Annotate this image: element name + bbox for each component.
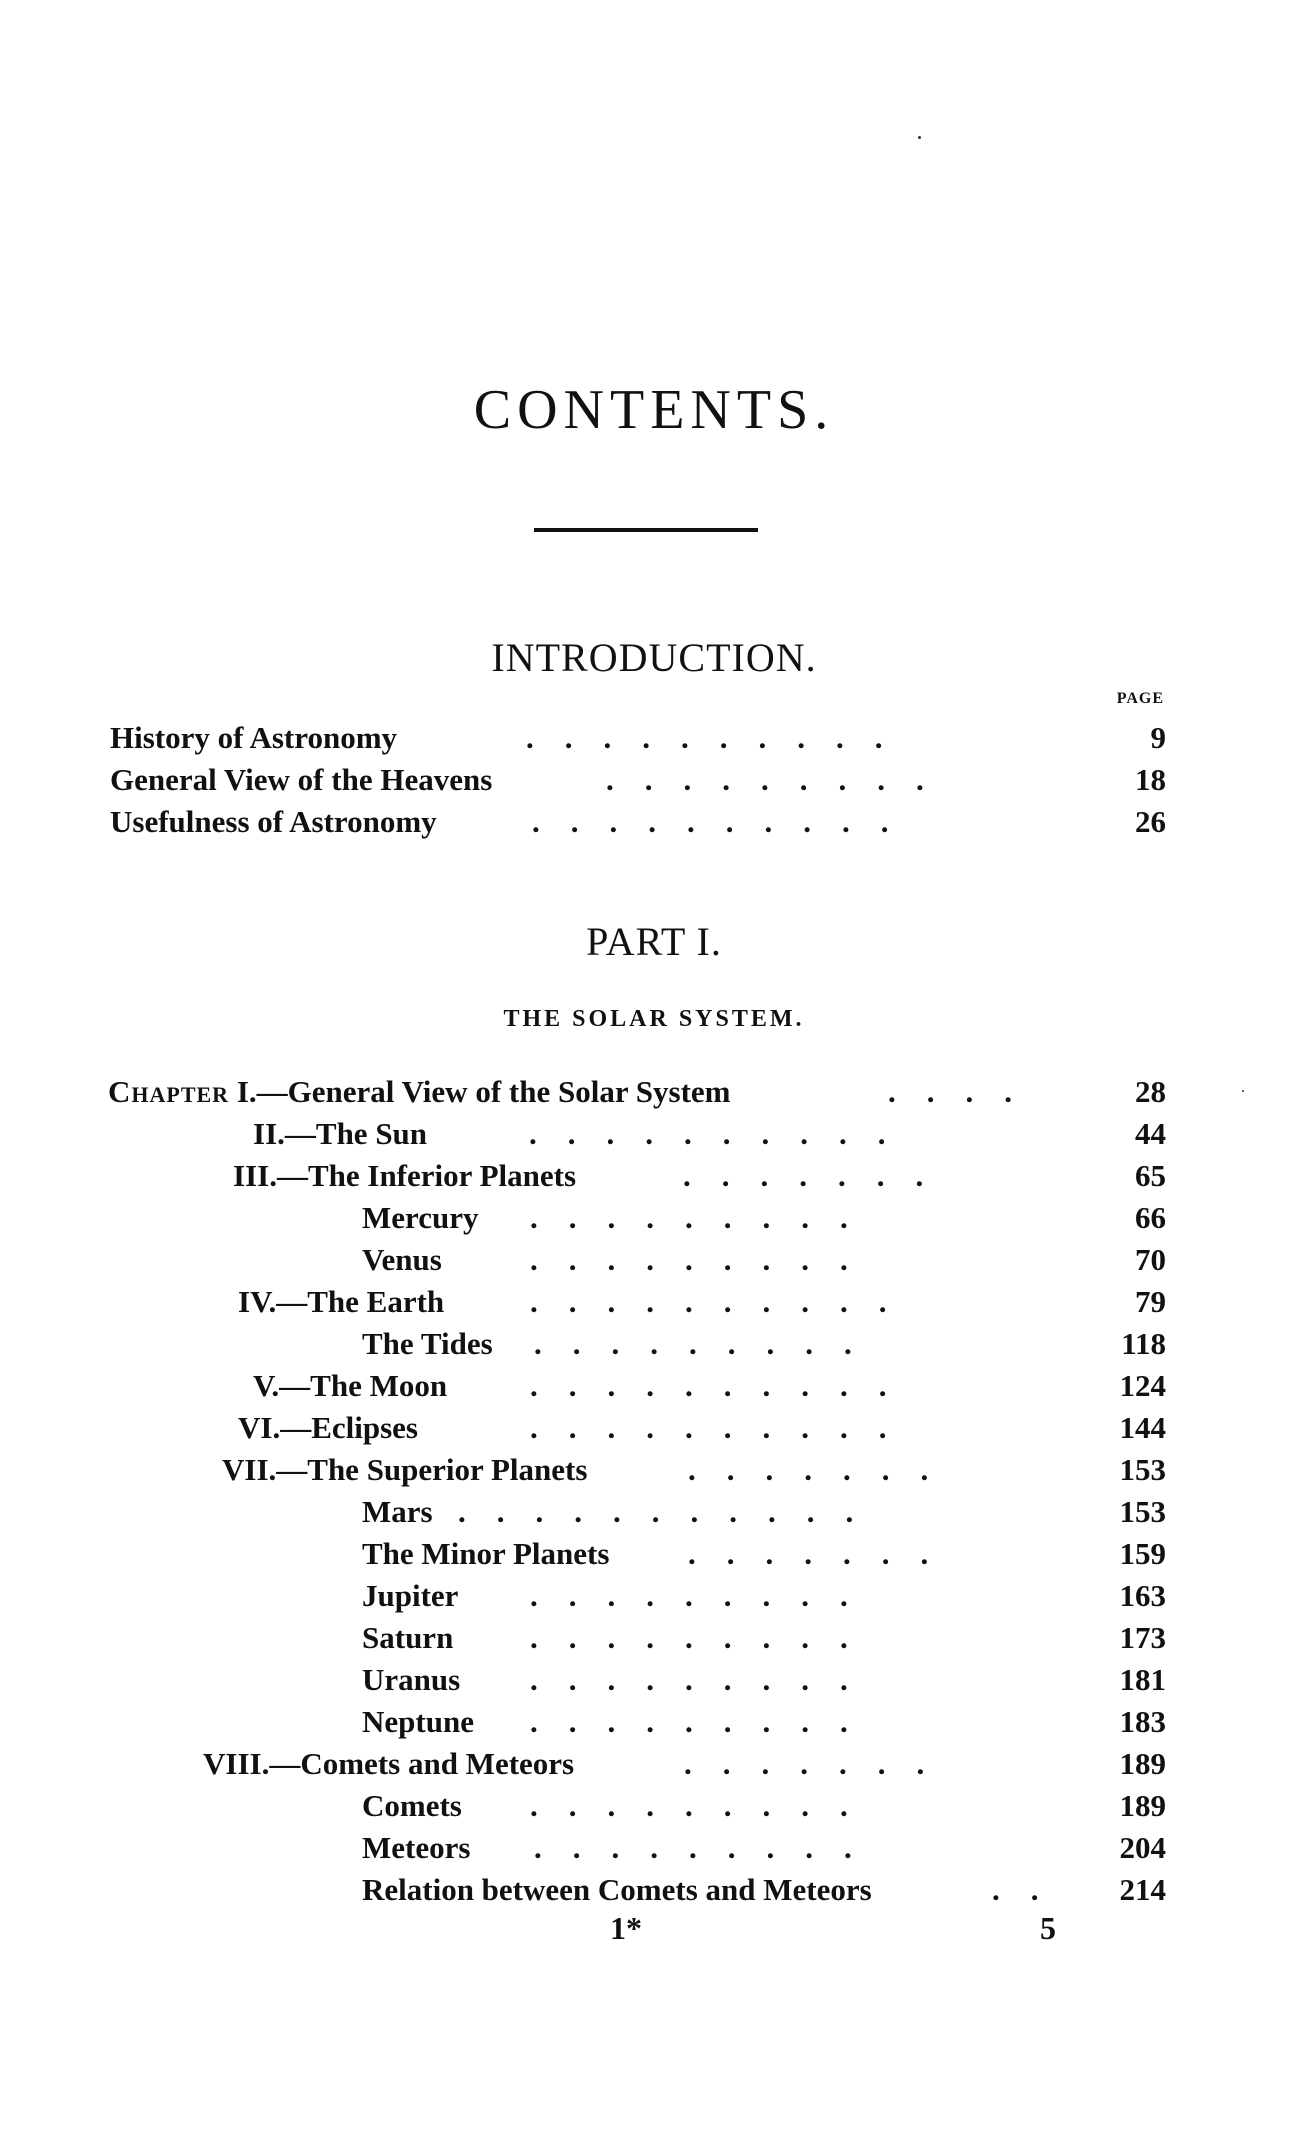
dot-leader: . . . . . . . . . [530,1200,848,1235]
dot-leader: . . . . . . . . . . [529,1116,886,1151]
toc-chapter-entry [253,1114,1168,1154]
toc-chapter-entry [253,1366,1168,1406]
dot-leader: . . . . . . . . . [530,1788,848,1823]
toc-chapter-entry [238,1408,1168,1448]
toc-section-entry [362,1660,1168,1700]
introduction-heading: INTRODUCTION. [491,635,817,680]
entry-title: —General View of the Solar System [256,1074,731,1109]
entry-title: —The Sun [284,1116,428,1151]
page-column-label: PAGE [1116,690,1164,707]
entry-title: —Comets and Meteors [269,1746,575,1781]
dot-leader: . . . . . . . . . [534,1830,852,1865]
entry-title: Saturn [362,1620,454,1655]
entry-title: Venus [362,1242,442,1277]
dot-leader: . . . . . . . . . . . [458,1494,854,1529]
entry-page: 153 [1119,1452,1166,1487]
dot-leader: . . . . [888,1074,1012,1109]
page-number: 5 [1040,1910,1056,1946]
toc-chapter-entry [238,1282,1168,1322]
dot-leader: . . . . . . . . . [534,1326,852,1361]
entry-title: Usefulness of Astronomy [110,804,437,839]
entry-page: 144 [1119,1410,1166,1445]
entry-title: Uranus [362,1662,461,1697]
entry-page: 189 [1119,1788,1166,1823]
page-title: CONTENTS. [473,379,835,441]
toc-section-entry [362,1618,1168,1658]
dot-leader: . . . . . . . . . . [530,1410,887,1445]
toc-section-entry [362,1786,1168,1826]
toc-section-entry [362,1576,1168,1616]
entry-page: 9 [1150,720,1166,755]
entry-page: 26 [1135,804,1166,839]
entry-page: 18 [1135,762,1166,797]
entry-title: Relation between Comets and Meteors [362,1872,872,1907]
toc-chapter-entry [203,1744,1168,1784]
stray-mark [918,136,921,139]
entry-title: —The Superior Planets [276,1452,588,1487]
dot-leader: . . . . . . . . . . [530,1368,887,1403]
chapter-number: V. [253,1368,280,1403]
dot-leader: . . . . . . . [684,1746,925,1781]
chapter-word: Chapter [108,1074,230,1109]
toc-section-entry [362,1198,1168,1238]
toc-chapter-entry [222,1450,1168,1490]
entry-title: The Minor Planets [362,1536,610,1571]
dot-leader: . . . . . . . . . [530,1620,848,1655]
dot-leader: . . . . . . . . . [530,1578,848,1613]
toc-section-entry [362,1492,1168,1532]
dot-leader: . . . . . . . [688,1452,929,1487]
dot-leader: . . . . . . . . . [530,1704,848,1739]
entry-page: 153 [1119,1494,1166,1529]
dot-leader: . . . . . . . . . [530,1662,848,1697]
dot-leader: . . . . . . . . . . [532,804,889,839]
chapter-number: I. [236,1074,257,1109]
entry-title: Jupiter [362,1578,459,1613]
dot-leader: . . . . . . . . . . [530,1284,887,1319]
entry-page: 183 [1119,1704,1166,1739]
entry-title: The Tides [362,1326,493,1361]
entry-title: Comets [362,1788,462,1823]
entry-page: 189 [1119,1746,1166,1781]
entry-title: —The Earth [276,1284,445,1319]
title-rule [534,528,758,532]
entry-title: Neptune [362,1704,474,1739]
signature-mark: 1* [610,1910,642,1946]
part-subheading: THE SOLAR SYSTEM. [503,1006,805,1032]
entry-page: 214 [1119,1872,1166,1907]
chapter-number: IV. [238,1284,277,1319]
entry-title: Mars [362,1494,433,1529]
dot-leader: . . . . . . . [688,1536,929,1571]
dot-leader: . . . . . . . . . [606,762,924,797]
dot-leader: . . . . . . . . . [530,1242,848,1277]
entry-page: 65 [1135,1158,1166,1193]
chapter-number: II. [253,1116,285,1151]
entry-page: 173 [1119,1620,1166,1655]
entry-page: 159 [1119,1536,1166,1571]
entry-title: History of Astronomy [110,720,398,755]
chapter-number: VI. [238,1410,281,1445]
entry-title: —The Moon [279,1368,448,1403]
entry-page: 181 [1119,1662,1166,1697]
entry-page: 44 [1135,1116,1166,1151]
toc-section-entry [362,1534,1168,1574]
entry-title: —The Inferior Planets [276,1158,577,1193]
entry-page: 28 [1135,1074,1166,1109]
entry-page: 66 [1135,1200,1166,1235]
entry-title: Mercury [362,1200,479,1235]
stray-mark [1242,1090,1244,1092]
entry-page: 70 [1135,1242,1166,1277]
entry-title: —Eclipses [280,1410,418,1445]
toc-section-entry [362,1870,1168,1910]
part-heading: PART I. [586,919,722,964]
chapter-number: VII. [222,1452,277,1487]
chapter-number: III. [233,1158,277,1193]
entry-page: 79 [1135,1284,1166,1319]
dot-leader: . . . . . . . . . . [526,720,883,755]
chapter-number: VIII. [203,1746,270,1781]
toc-entry [110,802,1170,842]
toc-entry [110,718,1170,758]
entry-title: Meteors [362,1830,471,1865]
toc-chapter-entry [233,1156,1168,1196]
entry-page: 124 [1119,1368,1166,1403]
toc-section-entry [362,1324,1168,1364]
toc-section-entry [362,1702,1168,1742]
toc-entry [110,760,1170,800]
toc-section-entry [362,1240,1168,1280]
dot-leader: . . [992,1872,1039,1907]
entry-title: General View of the Heavens [110,762,493,797]
entry-page: 204 [1119,1830,1166,1865]
entry-page: 118 [1121,1326,1166,1361]
dot-leader: . . . . . . . [683,1158,924,1193]
toc-section-entry [362,1828,1168,1868]
entry-page: 163 [1119,1578,1166,1613]
toc-chapter-entry [108,1072,1168,1112]
